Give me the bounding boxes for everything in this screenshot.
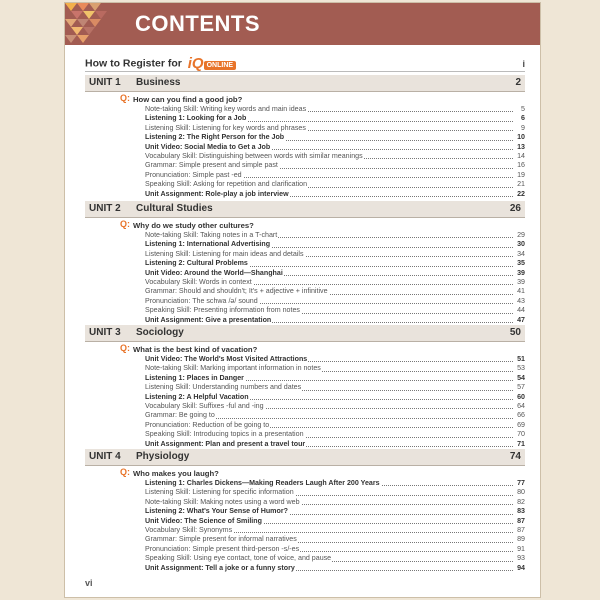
entry-page-number: 51 [517, 355, 525, 363]
toc-entry[interactable] [145, 161, 525, 170]
toc-entry[interactable] [145, 430, 525, 439]
entry-title: Vocabulary Skill: Words in context [145, 277, 252, 286]
entry-page-number: 57 [517, 383, 525, 392]
entry-title: Listening 1: International Advertising [145, 240, 271, 249]
entry-page-number: 77 [517, 479, 525, 487]
entry-page-number: 60 [517, 392, 525, 401]
entry-title: Unit Video: Around the World—Shanghai [145, 268, 283, 277]
toc-entry[interactable] [145, 133, 525, 142]
toc-entry[interactable] [145, 393, 525, 402]
toc-entry[interactable] [145, 507, 525, 516]
toc-entry[interactable] [145, 143, 525, 152]
entry-page-number: 93 [517, 554, 525, 563]
toc-entry[interactable] [145, 440, 525, 449]
question-text: Who makes you laugh? [133, 469, 219, 478]
toc-entry[interactable] [145, 269, 525, 278]
entry-page-number: 89 [517, 535, 525, 544]
unit-subject: Physiology [136, 451, 190, 462]
triangle-pattern-icon [65, 3, 109, 45]
toc-entry[interactable] [145, 402, 525, 411]
unit-section [85, 201, 525, 325]
register-page-number: i [522, 59, 525, 69]
entry-title: Unit Assignment: Give a presentation [145, 315, 272, 324]
entry-title: Grammar: Simple present and simple past [145, 161, 278, 170]
entry-page-number: 66 [517, 411, 525, 420]
entry-title: Listening 1: Charles Dickens—Making Readers Laugh After 200 Years [145, 479, 380, 487]
entry-page-number: 70 [517, 430, 525, 439]
entry-page-number: 22 [517, 189, 525, 198]
entry-title: Note-taking Skill: Marking important information in notes [145, 364, 321, 373]
entry-title: Grammar: Should and shouldn't; It's + adjective + infinitive [145, 287, 328, 296]
entry-page-number: 16 [517, 161, 525, 170]
entry-page-number: 44 [517, 306, 525, 315]
toc-entry[interactable] [145, 240, 525, 249]
entry-title: Vocabulary Skill: Suffixes -ful and -ing [145, 401, 264, 410]
toc-entry[interactable] [145, 180, 525, 189]
entry-page-number: 6 [521, 114, 525, 123]
toc-entry[interactable] [145, 287, 525, 296]
entry-title: Note-taking Skill: Taking notes in a T-chart [145, 231, 278, 239]
entry-page-number: 80 [517, 488, 525, 497]
iq-online-logo: iQ ONLINE [188, 55, 236, 72]
toc-entry[interactable] [145, 411, 525, 420]
toc-entry[interactable] [145, 498, 525, 507]
toc-entry[interactable] [145, 278, 525, 287]
entry-page-number: 43 [517, 296, 525, 305]
entry-page-number: 87 [517, 525, 525, 534]
entry-title: Listening Skill: Listening for specific information [145, 488, 294, 497]
unit-number: UNIT 3 [89, 327, 121, 338]
unit-section [85, 75, 525, 199]
question-icon: Q: [120, 343, 130, 353]
entry-title: Pronunciation: The schwa /ə/ sound [145, 296, 258, 305]
unit-subject: Business [136, 77, 181, 88]
toc-entry[interactable] [145, 152, 525, 161]
register-text: How to Register for [85, 57, 182, 70]
unit-subject: Cultural Studies [136, 203, 213, 214]
entry-title: Listening 2: The Right Person for the Job [145, 133, 285, 142]
unit-question [120, 343, 525, 355]
unit-number: UNIT 2 [89, 203, 121, 214]
unit-page-number: 50 [509, 327, 521, 338]
entry-title: Listening 1: Places in Danger [145, 373, 244, 382]
entry-page-number: 82 [517, 497, 525, 506]
toc-entry[interactable] [145, 383, 525, 392]
question-icon: Q: [120, 93, 130, 103]
entry-page-number: 21 [517, 180, 525, 189]
entry-title: Grammar: Be going to [145, 411, 215, 420]
entry-page-number: 94 [517, 563, 525, 572]
toc-entry[interactable] [145, 421, 525, 430]
toc-entry[interactable] [145, 488, 525, 497]
toc-entry[interactable] [145, 259, 525, 268]
entry-title: Vocabulary Skill: Synonyms [145, 525, 233, 534]
toc-entry[interactable] [145, 364, 525, 373]
entry-page-number: 41 [517, 287, 525, 296]
entry-page-number: 9 [521, 123, 525, 132]
toc-entry[interactable] [145, 517, 525, 526]
entry-title: Listening Skill: Listening for key words and phrases [145, 123, 306, 132]
entry-title: Pronunciation: Simple past -ed [145, 170, 242, 179]
toc-entry[interactable] [145, 564, 525, 573]
entry-page-number: 87 [517, 516, 525, 525]
toc-entry[interactable] [145, 479, 525, 488]
contents-page [64, 2, 541, 598]
entry-title: Listening 1: Looking for a Job [145, 114, 247, 123]
toc-entry[interactable] [145, 535, 525, 544]
question-icon: Q: [120, 467, 130, 477]
unit-subject: Sociology [136, 327, 184, 338]
toc-entry[interactable] [145, 374, 525, 383]
toc-entry[interactable] [145, 316, 525, 325]
unit-page-number: 26 [509, 203, 521, 214]
entry-title: Unit Assignment: Tell a joke or a funny story [145, 563, 295, 572]
entry-title: Speaking Skill: Asking for repetition and clarification [145, 180, 308, 189]
unit-question [120, 467, 525, 479]
entry-page-number: 39 [517, 277, 525, 286]
entry-title: Grammar: Simple present for informal narratives [145, 535, 297, 544]
unit-number: UNIT 4 [89, 451, 121, 462]
entry-page-number: 19 [517, 170, 525, 179]
entry-title: Speaking Skill: Using eye contact, tone of voice, and pause [145, 554, 332, 563]
entry-title: Listening Skill: Listening for main ideas and details [145, 249, 304, 258]
toc-entry[interactable] [145, 231, 525, 240]
entry-title: Unit Video: The Science of Smiling [145, 516, 262, 525]
entry-page-number: 14 [517, 151, 525, 160]
unit-number: UNIT 1 [89, 77, 121, 88]
folio-page-number: vi [85, 578, 93, 588]
unit-header [85, 75, 525, 92]
toc-entry[interactable] [145, 105, 525, 114]
unit-header [85, 449, 525, 466]
unit-header [85, 325, 525, 342]
unit-question [120, 93, 525, 105]
toc-entry[interactable] [145, 114, 525, 123]
contents-banner [65, 3, 540, 45]
entry-page-number: 91 [517, 544, 525, 553]
entry-title: Listening Skill: Understanding numbers and dates [145, 383, 302, 392]
entry-page-number: 34 [517, 249, 525, 258]
page-title: CONTENTS [135, 11, 260, 36]
entry-title: Listening 2: A Helpful Vacation [145, 392, 249, 401]
toc-entry[interactable] [145, 526, 525, 535]
entry-title: Unit Video: The World's Most Visited Attractions [145, 355, 308, 363]
register-line [85, 55, 525, 72]
unit-section [85, 449, 525, 573]
entry-title: Note-taking Skill: Writing key words and main ideas [145, 105, 307, 113]
toc-entry[interactable] [145, 171, 525, 180]
entry-page-number: 30 [517, 240, 525, 249]
toc-entry[interactable] [145, 355, 525, 364]
entry-page-number: 13 [517, 142, 525, 151]
toc-entry[interactable] [145, 124, 525, 133]
entry-title: Pronunciation: Reduction of be going to [145, 420, 270, 429]
entry-page-number: 35 [517, 259, 525, 268]
entry-page-number: 10 [517, 133, 525, 142]
toc-entry[interactable] [145, 190, 525, 199]
entry-title: Unit Video: Social Media to Get a Job [145, 142, 271, 151]
entry-page-number: 69 [517, 420, 525, 429]
unit-page-number: 2 [515, 77, 521, 88]
unit-question [120, 219, 525, 231]
entry-page-number: 54 [517, 373, 525, 382]
entry-title: Listening 2: What's Your Sense of Humor? [145, 507, 288, 516]
question-text: How can you find a good job? [133, 95, 243, 104]
entry-title: Speaking Skill: Introducing topics in a presentation [145, 430, 304, 439]
entry-title: Pronunciation: Simple present third-person -s/-es [145, 544, 300, 553]
entry-title: Unit Assignment: Plan and present a travel tour [145, 439, 306, 448]
entry-title: Unit Assignment: Role-play a job interview [145, 189, 289, 198]
entry-title: Note-taking Skill: Making notes using a word web [145, 497, 300, 506]
entry-page-number: 53 [517, 364, 525, 373]
entry-page-number: 5 [521, 105, 525, 113]
entry-page-number: 47 [517, 315, 525, 324]
question-text: What is the best kind of vacation? [133, 345, 258, 354]
toc-entry[interactable] [145, 297, 525, 306]
entry-page-number: 39 [517, 268, 525, 277]
entry-title: Speaking Skill: Presenting information from notes [145, 306, 300, 315]
toc-entry[interactable] [145, 554, 525, 563]
toc-entry[interactable] [145, 306, 525, 315]
entry-page-number: 83 [517, 507, 525, 516]
entry-page-number: 71 [517, 439, 525, 448]
unit-section [85, 325, 525, 449]
toc-entry[interactable] [145, 250, 525, 259]
toc-entry[interactable] [145, 545, 525, 554]
entry-page-number: 64 [517, 401, 525, 410]
unit-page-number: 74 [509, 451, 521, 462]
question-text: Why do we study other cultures? [133, 221, 254, 230]
entry-page-number: 29 [517, 231, 525, 239]
entry-title: Vocabulary Skill: Distinguishing between words with similar meanings [145, 151, 363, 160]
unit-header [85, 201, 525, 218]
entry-title: Listening 2: Cultural Problems [145, 259, 248, 268]
question-icon: Q: [120, 219, 130, 229]
register-divider [85, 71, 525, 72]
